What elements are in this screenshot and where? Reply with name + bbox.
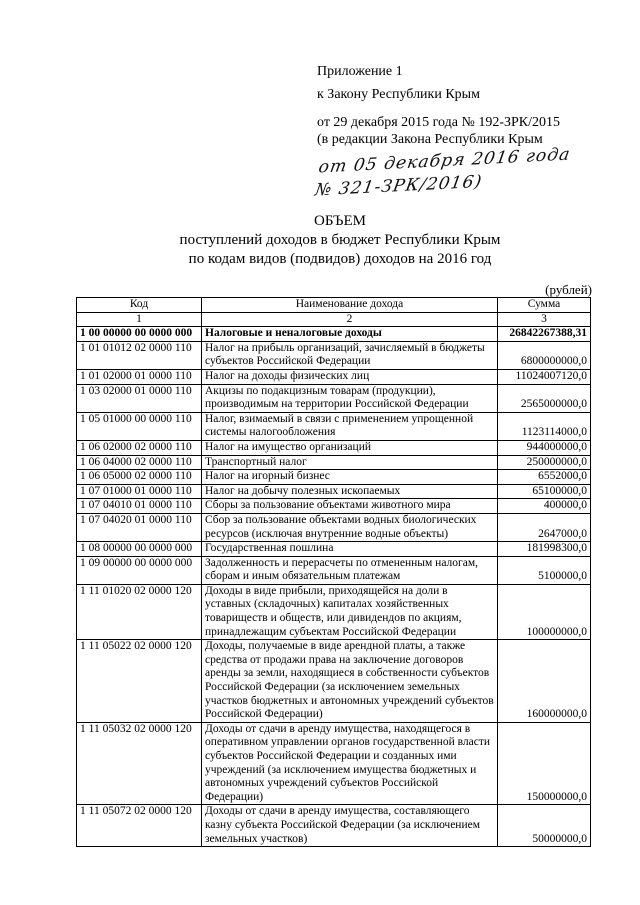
table-row bbox=[77, 327, 591, 342]
table-row bbox=[77, 805, 591, 847]
row-code: 1 08 00000 00 0000 000 bbox=[77, 542, 202, 557]
row-code: 1 03 02000 01 0000 110 bbox=[77, 384, 202, 412]
title-line-1: ОБЪЕМ bbox=[314, 213, 366, 229]
row-amount: 65100000,0 bbox=[498, 484, 591, 499]
row-name: Налог на имущество организаций bbox=[202, 440, 498, 455]
row-amount: 944000000,0 bbox=[498, 440, 591, 455]
row-code: 1 11 05032 02 0000 120 bbox=[77, 722, 202, 805]
table-row bbox=[77, 384, 591, 412]
title-line-2: поступлений доходов в бюджет Республики Крым bbox=[179, 232, 501, 248]
row-name: Акцизы по подакцизным товарам (продукции), производимым на территории Российской Федерации bbox=[202, 384, 498, 412]
row-amount: 1123114000,0 bbox=[498, 412, 591, 440]
table-row bbox=[77, 722, 591, 805]
table-header-row bbox=[77, 298, 591, 313]
header-amount: Сумма bbox=[498, 298, 591, 313]
table-row bbox=[77, 470, 591, 485]
row-amount: 181998300,0 bbox=[498, 542, 591, 557]
table-row bbox=[77, 412, 591, 440]
row-name: Доходы от сдачи в аренду имущества, составляющего казну субъекта Российской Федерации (за исключением земельных участков) bbox=[202, 805, 498, 847]
row-name: Доходы от сдачи в аренду имущества, находящегося в оперативном управлении органов государственной власти субъектов Российской Федерации и созданных ими учреждений (за исключением имущества бюджетных и автономных учреждений субъектов Российской Федерации) bbox=[202, 722, 498, 805]
handwritten-amendment bbox=[313, 144, 572, 203]
table-row bbox=[77, 584, 591, 639]
row-name: Налоговые и неналоговые доходы bbox=[202, 327, 498, 342]
handwritten-date: от 05 декабря 2016 года bbox=[317, 144, 572, 178]
row-code: 1 09 00000 00 0000 000 bbox=[77, 556, 202, 584]
column-number: 3 bbox=[498, 312, 591, 327]
row-amount: 2565000000,0 bbox=[498, 384, 591, 412]
handwritten-number: № 321-ЗРК/2016) bbox=[313, 171, 484, 201]
row-code: 1 06 05000 02 0000 110 bbox=[77, 470, 202, 485]
table-row bbox=[77, 369, 591, 384]
row-code: 1 06 04000 02 0000 110 bbox=[77, 455, 202, 470]
row-code: 1 07 04020 01 0000 110 bbox=[77, 513, 202, 541]
row-code: 1 00 00000 00 0000 000 bbox=[77, 327, 202, 342]
revenue-table bbox=[76, 297, 591, 847]
row-code: 1 06 02000 02 0000 110 bbox=[77, 440, 202, 455]
row-amount: 150000000,0 bbox=[498, 722, 591, 805]
law-date-line: от 29 декабря 2015 года № 192-ЗРК/2015 bbox=[317, 115, 561, 130]
appendix-block bbox=[317, 60, 617, 148]
column-number: 2 bbox=[202, 312, 498, 327]
row-name: Налог на доходы физических лиц bbox=[202, 369, 498, 384]
row-code: 1 07 04010 01 0000 110 bbox=[77, 499, 202, 514]
row-name: Государственная пошлина bbox=[202, 542, 498, 557]
row-name: Налог, взимаемый в связи с применением упрощенной системы налогообложения bbox=[202, 412, 498, 440]
row-name: Сборы за пользование объектами животного мира bbox=[202, 499, 498, 514]
appendix-number: Приложение 1 bbox=[317, 64, 403, 79]
row-amount: 2647000,0 bbox=[498, 513, 591, 541]
table-row bbox=[77, 513, 591, 541]
header-code: Код bbox=[77, 298, 202, 313]
row-amount: 6552000,0 bbox=[498, 470, 591, 485]
column-number-row bbox=[77, 312, 591, 327]
row-amount: 400000,0 bbox=[498, 499, 591, 514]
row-amount: 5100000,0 bbox=[498, 556, 591, 584]
table-row bbox=[77, 542, 591, 557]
table-row bbox=[77, 440, 591, 455]
column-number: 1 bbox=[77, 312, 202, 327]
row-name: Налог на прибыль организаций, зачисляемый в бюджеты субъектов Российской Федерации bbox=[202, 341, 498, 369]
document-title bbox=[60, 212, 620, 269]
header-name: Наименование дохода bbox=[202, 298, 498, 313]
table-row bbox=[77, 556, 591, 584]
law-reference: к Закону Республики Крым bbox=[317, 87, 480, 102]
row-code: 1 11 05072 02 0000 120 bbox=[77, 805, 202, 847]
row-amount: 160000000,0 bbox=[498, 640, 591, 723]
row-code: 1 07 01000 01 0000 110 bbox=[77, 484, 202, 499]
row-name: Транспортный налог bbox=[202, 455, 498, 470]
table-row bbox=[77, 640, 591, 723]
table-row bbox=[77, 455, 591, 470]
row-name: Задолженность и перерасчеты по отмененным налогам, сборам и иным обязательным платежам bbox=[202, 556, 498, 584]
table-row bbox=[77, 341, 591, 369]
row-amount: 50000000,0 bbox=[498, 805, 591, 847]
row-amount: 26842267388,31 bbox=[498, 327, 591, 342]
row-code: 1 01 01012 02 0000 110 bbox=[77, 341, 202, 369]
row-amount: 100000000,0 bbox=[498, 584, 591, 639]
table-row bbox=[77, 484, 591, 499]
row-name: Доходы в виде прибыли, приходящейся на доли в уставных (складочных) капиталах хозяйственных товариществ и обществ, или дивидендов по акциям, принадлежащим субъектам Российской Федерации bbox=[202, 584, 498, 639]
title-line-3: по кодам видов (подвидов) доходов на 2016 год bbox=[188, 251, 492, 267]
row-code: 1 01 02000 01 0000 110 bbox=[77, 369, 202, 384]
row-name: Налог на добычу полезных ископаемых bbox=[202, 484, 498, 499]
row-amount: 11024007120,0 bbox=[498, 369, 591, 384]
row-code: 1 11 01020 02 0000 120 bbox=[77, 584, 202, 639]
row-name: Налог на игорный бизнес bbox=[202, 470, 498, 485]
row-code: 1 05 01000 00 0000 110 bbox=[77, 412, 202, 440]
table-row bbox=[77, 499, 591, 514]
row-name: Сбор за пользование объектами водных биологических ресурсов (исключая внутренние водные объекты) bbox=[202, 513, 498, 541]
row-amount: 250000000,0 bbox=[498, 455, 591, 470]
unit-label: (рублей) bbox=[545, 282, 592, 297]
amendment-note: (в редакции Закона Республики Крым bbox=[317, 132, 543, 147]
row-name: Доходы, получаемые в виде арендной платы, а также средства от продажи права на заключение договоров аренды за земли, находящиеся в собственности субъектов Российской Федерации (за исключением земельных участков бюджетных и автономных учреждений субъектов Российской Федерации) bbox=[202, 640, 498, 723]
row-code: 1 11 05022 02 0000 120 bbox=[77, 640, 202, 723]
row-amount: 6800000000,0 bbox=[498, 341, 591, 369]
